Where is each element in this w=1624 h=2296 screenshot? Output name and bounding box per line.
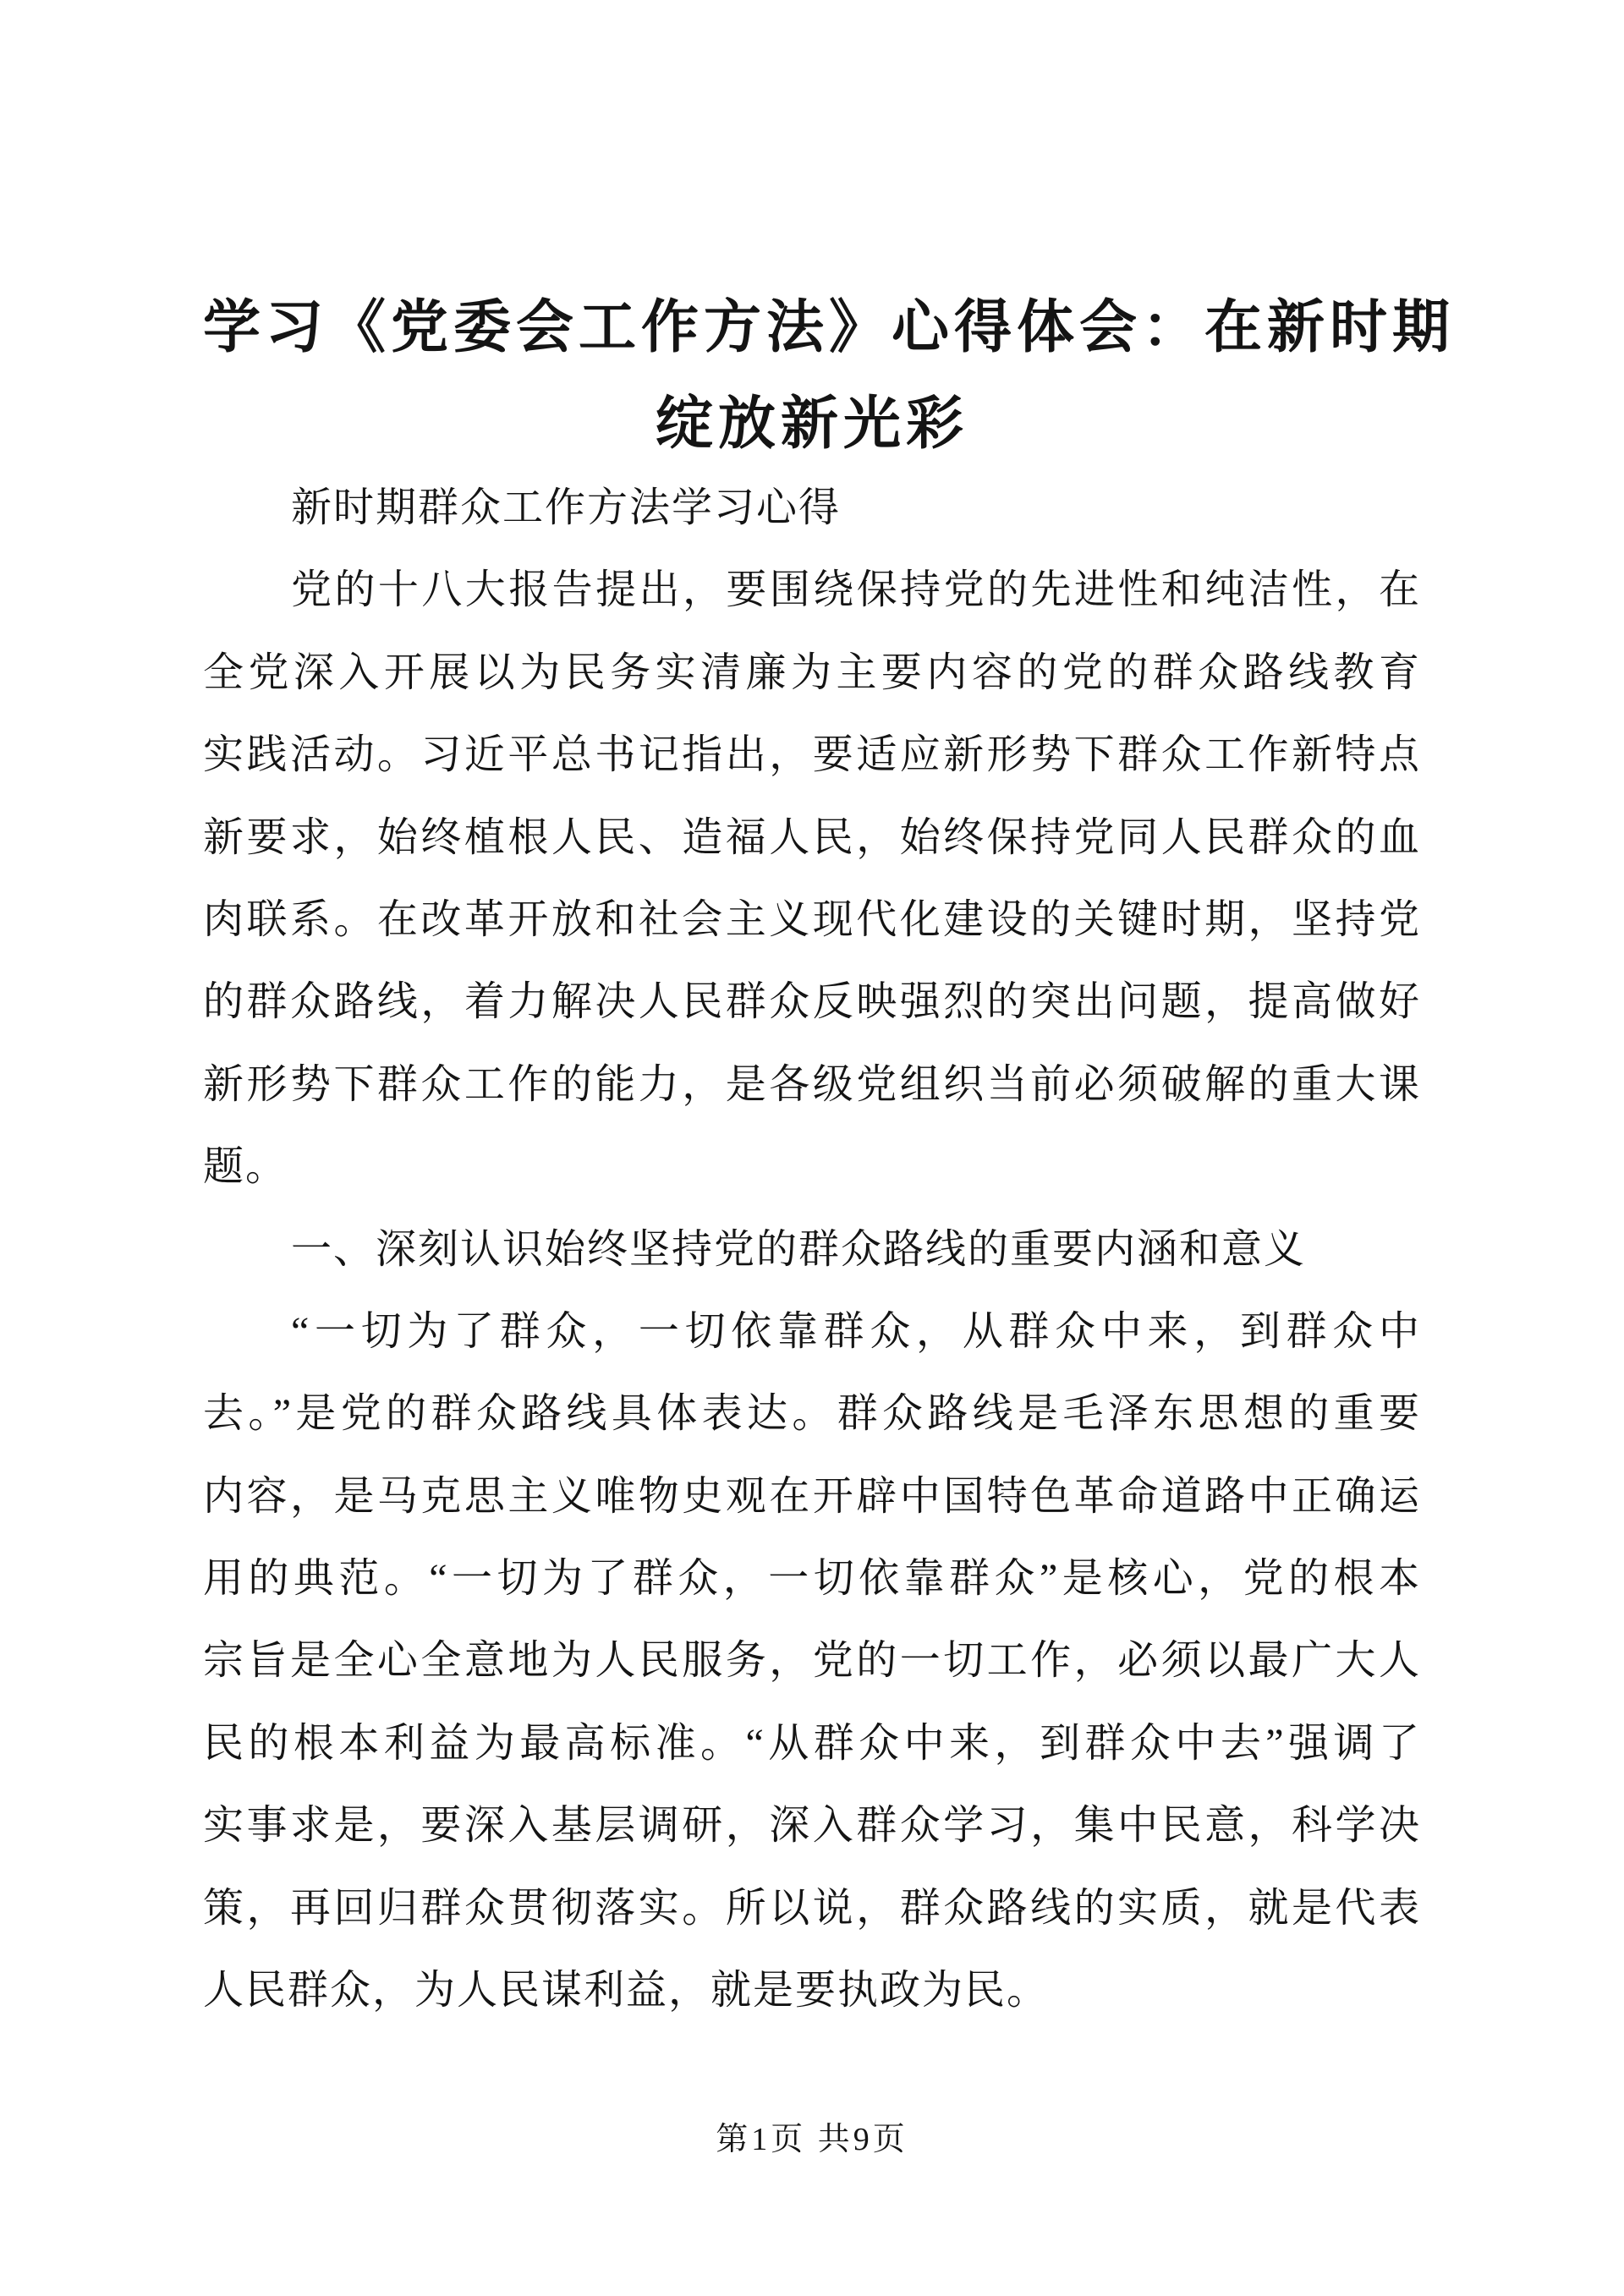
body-line: 民的根本利益为最高标准。“从群众中来，到群众中去”强调了: [203, 1720, 1421, 1766]
body-line: 去。”是党的群众路线具体表达。群众路线是毛泽东思想的重要: [203, 1391, 1421, 1437]
body-line: 宗旨是全心全意地为人民服务，党的一切工作，必须以最广大人: [203, 1638, 1421, 1684]
body-line: 党的十八大报告提出，要围绕保持党的先进性和纯洁性，在: [291, 567, 1421, 613]
document-body: [203, 467, 1421, 2031]
body-line: 新形势下群众工作的能力，是各级党组织当前必须破解的重大课: [203, 1061, 1421, 1107]
page-number: 第1页 共9页: [716, 2122, 908, 2157]
body-line: 全党深入开展以为民务实清廉为主要内容的党的群众路线教育: [203, 649, 1421, 695]
body-line: 策，再回归群众贯彻落实。所以说，群众路线的实质，就是代表: [203, 1885, 1421, 1931]
page-footer: [0, 2118, 1624, 2161]
body-line: “一切为了群众，一切依靠群众，从群众中来，到群众中: [291, 1308, 1421, 1354]
body-line: 题。: [203, 1144, 288, 1190]
document-title: [203, 279, 1456, 472]
body-line: 新要求，始终植根人民、造福人民，始终保持党同人民群众的血: [203, 814, 1421, 860]
body-line: 新时期群众工作方法学习心得: [291, 485, 842, 530]
body-line: 实事求是，要深入基层调研，深入群众学习，集中民意，科学决: [203, 1803, 1421, 1849]
body-line: 内容，是马克思主义唯物史观在开辟中国特色革命道路中正确运: [203, 1473, 1421, 1519]
document-title-line-1: 学习《党委会工作方法》心得体会：在新时期: [203, 295, 1456, 359]
document-title-line-2: 绽放新光彩: [655, 392, 968, 456]
body-line: 用的典范。“一切为了群众，一切依靠群众”是核心，党的根本: [203, 1556, 1421, 1602]
body-line: 实践活动。习近平总书记指出，要适应新形势下群众工作新特点: [203, 732, 1421, 778]
body-line: 一、深刻认识始终坚持党的群众路线的重要内涵和意义: [291, 1226, 1307, 1272]
body-line: 的群众路线，着力解决人民群众反映强烈的突出问题，提高做好: [203, 979, 1421, 1025]
body-line: 肉联系。在改革开放和社会主义现代化建设的关键时期，坚持党: [203, 896, 1421, 942]
body-line: 人民群众，为人民谋利益，就是要执政为民。: [203, 1968, 1050, 2014]
